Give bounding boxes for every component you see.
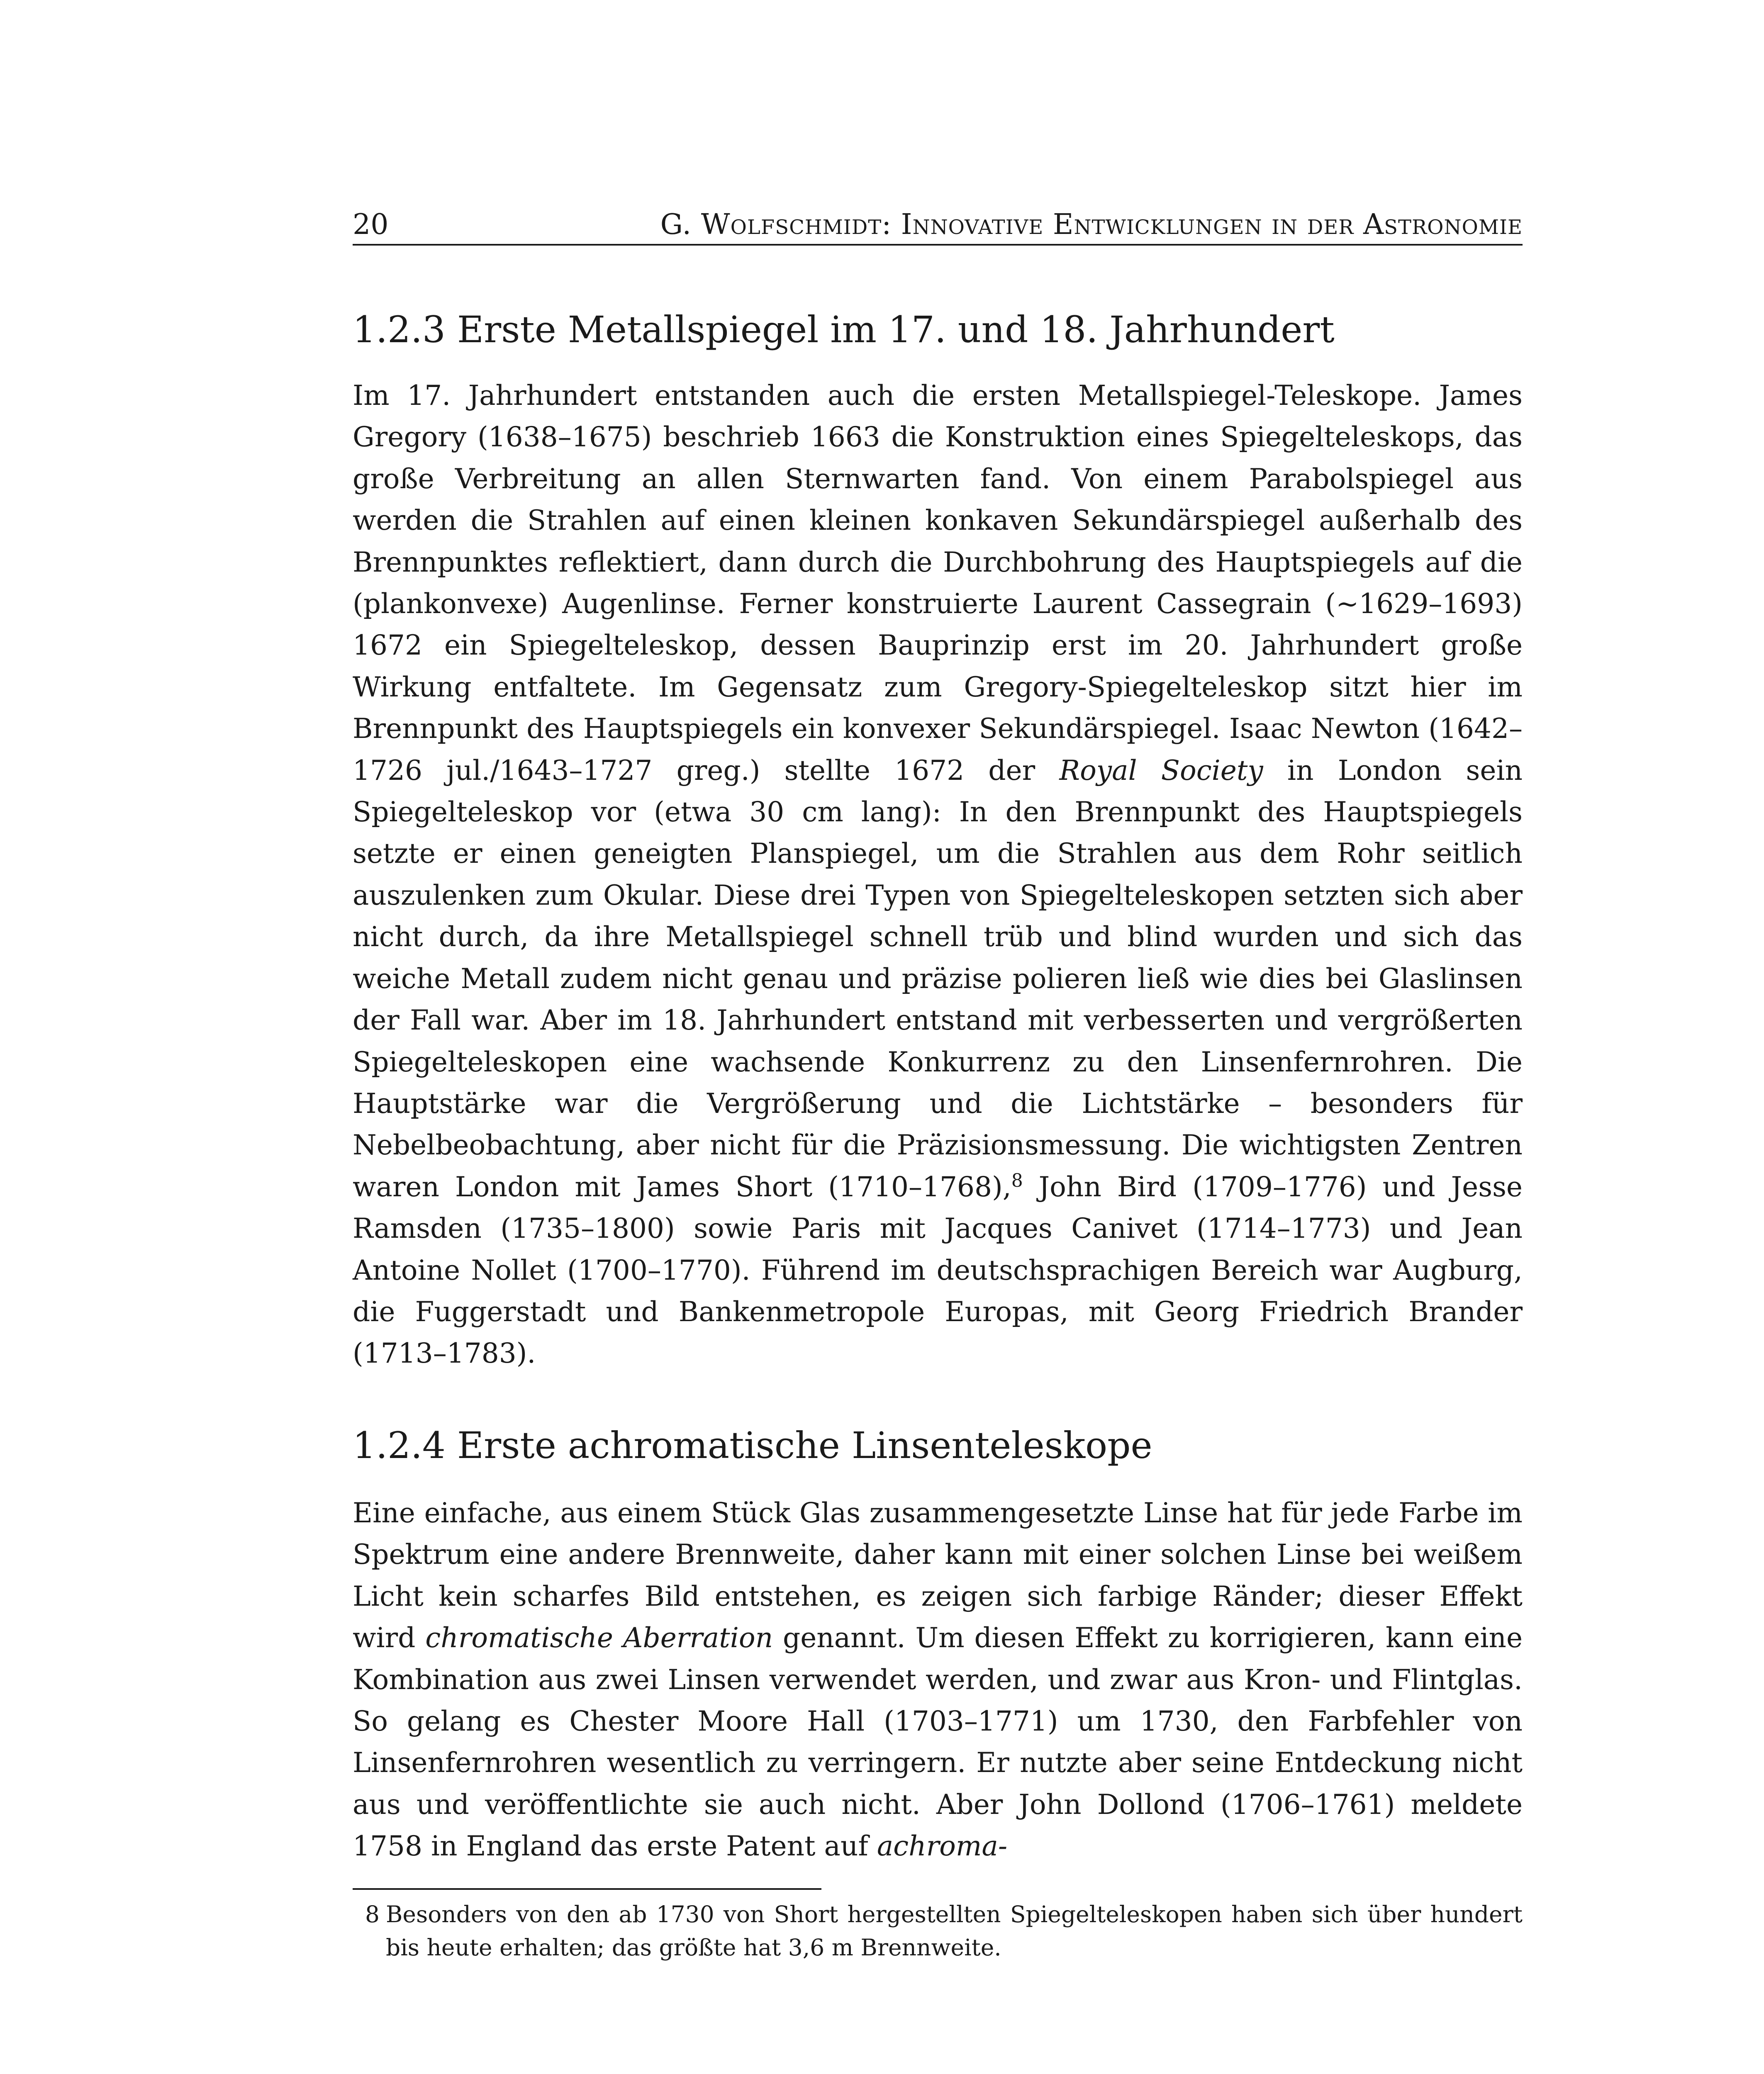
running-head <box>353 206 1523 246</box>
paragraph-text: Eine einfache, aus einem Stück Glas zusammengesetzte Linse hat für jede Farbe im Spektrum eine andere Brennweite, daher kann mit einer solchen Linse bei weißem Licht kein scharfes Bild entstehen, es zeigen sich farbige Ränder; dieser Effekt wird <box>353 1497 1523 1654</box>
running-head-title: G. Wolfschmidt: Innovative Entwicklungen in der Astronomie <box>660 208 1523 241</box>
paragraph-text: Im 17. Jahrhundert entstanden auch die ersten Metallspiegel-Teleskope. James Gregory (1638–1675) beschrieb 1663 die Konstruktion eines Spiegelteleskops, das große Verbreitung an allen Sternwarten fand. Von einem Parabolspiegel aus werden die Strahlen auf einen kleinen konkaven Sekundärspiegel außerhalb des Brennpunktes reflektiert, dann durch die Durchbohrung des Hauptspiegels auf die (plankonvexe) Augenlinse. Ferner konstruierte Laurent Cassegrain (∼1629–1693) 1672 ein Spiegelteleskop, dessen Bauprinzip erst im 20. Jahrhundert große Wirkung entfaltete. Im Gegensatz zum Gregory-Spiegelteleskop sitzt hier im Brennpunkt des Hauptspiegels ein konvexer Sekundärspiegel. Isaac Newton (1642–1726 jul./1643–1727 greg.) stellte 1672 der <box>353 380 1523 786</box>
footnote <box>353 1898 1523 1964</box>
page-number: 20 <box>353 208 389 241</box>
body-paragraph <box>353 1492 1523 1867</box>
footnote-reference[interactable]: 8 <box>1011 1170 1023 1191</box>
section-heading: 1.2.3 Erste Metallspiegel im 17. und 18. Jahrhundert <box>353 308 1335 351</box>
document-page <box>353 0 1523 2074</box>
paragraph-text: genannt. Um diesen Effekt zu korrigieren, kann eine Kombination aus zwei Linsen verwendet werden, und zwar aus Kron- und Flintglas. So gelang es Chester Moore Hall (1703–1771) um 1730, den Farbfehler von Linsenfernrohren wesentlich zu verringern. Er nutzte aber seine Entdeckung nicht aus und veröffentlichte sie auch nicht. Aber John Dollond (1706–1761) meldete 1758 in England das erste Patent auf <box>353 1622 1523 1862</box>
body-paragraph <box>353 375 1523 1375</box>
footnote-number: 8 <box>365 1901 380 1928</box>
footnote-divider <box>353 1888 821 1890</box>
italic-term: Royal Society <box>1059 754 1263 786</box>
italic-term: achroma- <box>877 1830 1008 1862</box>
footnote-text: Besonders von den ab 1730 von Short hergestellten Spiegelteleskopen haben sich über hundert bis heute erhalten; das größte hat 3,6 m Brennweite. <box>386 1901 1523 1961</box>
paragraph-text: John Bird (1709–1776) und Jesse Ramsden (1735–1800) sowie Paris mit Jacques Canivet (1714–1773) und Jean Antoine Nollet (1700–1770). Führend im deutschsprachigen Bereich war Augburg, die Fuggerstadt und Bankenmetropole Europas, mit Georg Friedrich Brander (1713–1783). <box>353 1171 1523 1370</box>
italic-term: chromatische Aberration <box>425 1622 773 1654</box>
paragraph-text: in London sein Spiegelteleskop vor (etwa 30 cm lang): In den Brennpunkt des Hauptspiegels setzte er einen geneigten Planspiegel, um die Strahlen aus dem Rohr seitlich auszulenken zum Okular. Diese drei Typen von Spiegelteleskopen setzten sich aber nicht durch, da ihre Metallspiegel schnell trüb und blind wurden und sich das weiche Metall zudem nicht genau und präzise polieren ließ wie dies bei Glaslinsen der Fall war. Aber im 18. Jahrhundert entstand mit verbesserten und vergrößerten Spiegelteleskopen eine wachsende Konkurrenz zu den Linsenfernrohren. Die Hauptstärke war die Vergrößerung und die Lichtstärke – besonders für Nebelbeobachtung, aber nicht für die Präzisionsmessung. Die wichtigsten Zentren waren London mit James Short (1710–1768), <box>353 754 1523 1203</box>
section-heading: 1.2.4 Erste achromatische Linsenteleskope <box>353 1424 1152 1467</box>
